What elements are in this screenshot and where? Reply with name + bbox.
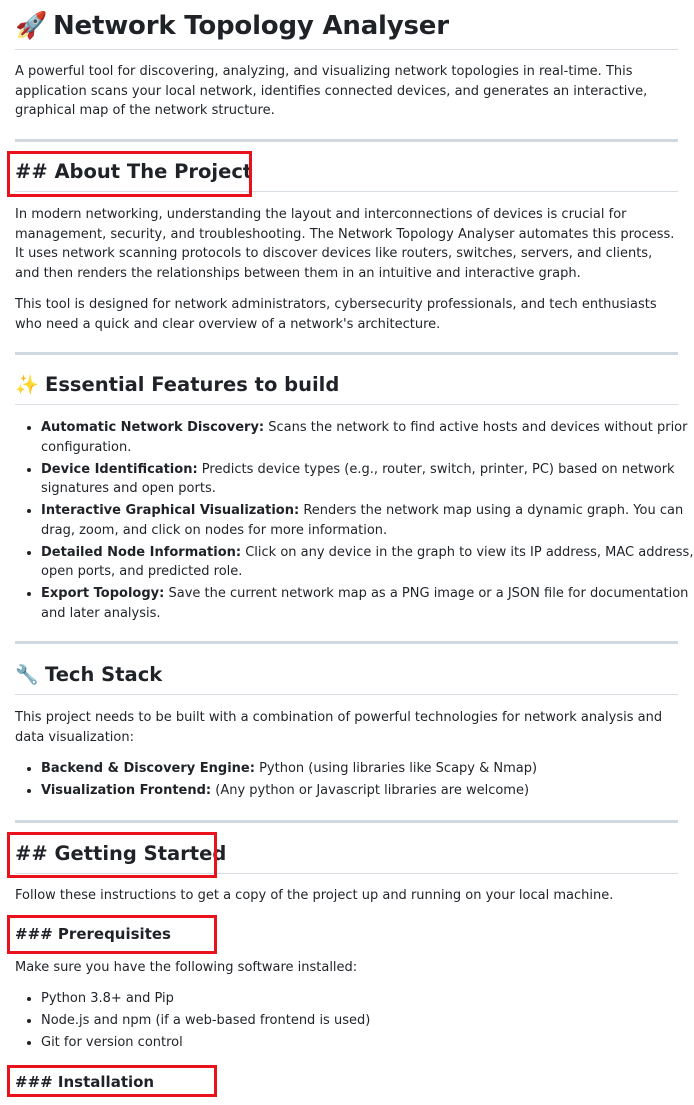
prerequisites-intro: Make sure you have the following software installed:: [15, 960, 358, 975]
title-underline: [15, 49, 678, 50]
prerequisites-heading: ### Prerequisites: [15, 925, 171, 943]
getting-started-heading: ## Getting Started: [15, 842, 227, 865]
features-underline: [15, 404, 678, 405]
list-item: • Export Topology: Save the current network map as a PNG image or a JSON file for documentation and later analysis.: [41, 584, 694, 623]
list-item: • Git for version control: [41, 1033, 694, 1053]
intro-paragraph: A powerful tool for discovering, analyzing, and visualizing network topologies in real-time. This application scans your local network, identifies connected devices, and generates an interactive, graphical map of the network structure.: [15, 64, 648, 118]
prerequisites-list: [15, 989, 694, 1055]
tech-heading-text: Tech Stack: [45, 663, 163, 686]
tech-heading: [15, 663, 162, 686]
section-divider: [15, 139, 678, 142]
about-paragraph-2: This tool is designed for network administrators, cybersecurity professionals, and tech enthusiasts who need a quick and clear overview of a network's architecture.: [15, 297, 657, 332]
page-title-text: Network Topology Analyser: [53, 11, 449, 41]
about-heading: ## About The Project: [15, 160, 253, 183]
highlight-box-installation: [7, 1065, 217, 1097]
section-divider: [15, 641, 678, 644]
section-divider: [15, 820, 678, 823]
sparkles-icon: ✨: [15, 374, 39, 396]
tech-intro: This project needs to be built with a combination of powerful technologies for network analysis and data visualization:: [15, 710, 663, 745]
features-heading-text: Essential Features to build: [45, 373, 340, 396]
features-heading: [15, 373, 339, 396]
highlight-box-about: [7, 151, 252, 197]
tech-list: [15, 759, 694, 803]
list-item: • Interactive Graphical Visualization: Renders the network map using a dynamic graph. You can drag, zoom, and click on nodes for more information.: [41, 501, 694, 540]
tech-underline: [15, 694, 678, 695]
highlight-box-getting-started: [7, 832, 217, 878]
list-item: • Device Identification: Predicts device types (e.g., router, switch, printer, PC) based on network signatures and open ports.: [41, 460, 694, 499]
list-item: • Python 3.8+ and Pip: [41, 989, 694, 1009]
features-list: [15, 418, 694, 626]
installation-heading: ### Installation: [15, 1073, 155, 1091]
wrench-icon: 🔧: [15, 664, 39, 686]
list-item: • Visualization Frontend: (Any python or Javascript libraries are welcome): [41, 781, 694, 801]
about-paragraph-1: In modern networking, understanding the layout and interconnections of devices is crucial for management, security, and troubleshooting. The Network Topology Analyser automates this process. It uses network scanning protocols to discover devices like routers, switches, servers, and clients, and then renders the relationships between them in an intuitive and interactive graph.: [15, 207, 675, 281]
getting-started-intro: Follow these instructions to get a copy of the project up and running on your local machine.: [15, 888, 614, 903]
page-title: [15, 6, 449, 46]
highlight-box-prerequisites: [7, 915, 217, 954]
list-item: • Node.js and npm (if a web-based frontend is used): [41, 1011, 694, 1031]
list-item: • Detailed Node Information: Click on any device in the graph to view its IP address, MAC address, open ports, and predicted role.: [41, 543, 694, 582]
list-item: • Backend & Discovery Engine: Python (using libraries like Scapy & Nmap): [41, 759, 694, 779]
rocket-icon: 🚀: [15, 11, 48, 41]
section-divider: [15, 352, 678, 355]
list-item: • Automatic Network Discovery: Scans the network to find active hosts and devices without prior configuration.: [41, 418, 694, 457]
